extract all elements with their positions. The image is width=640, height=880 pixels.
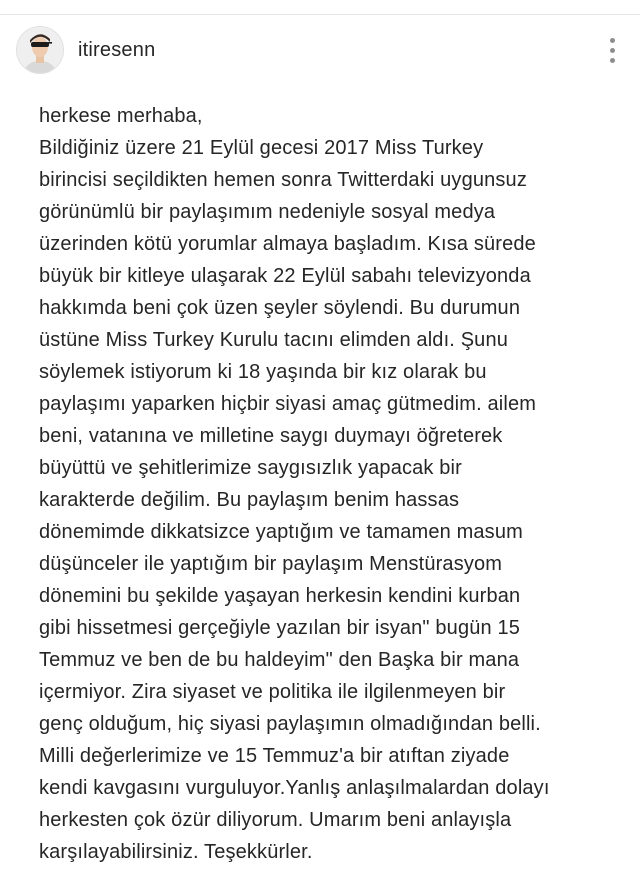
more-vertical-icon <box>610 58 615 63</box>
caption-line: herkesten çok özür diliyorum. Umarım beni anlayışla <box>39 809 512 831</box>
caption-line: beni, vatanına ve milletine saygı duymayı öğreterek <box>39 425 503 447</box>
caption-line: büyüttü ve şehitlerimize saygısızlık yapacak bir <box>39 457 462 479</box>
caption-line: dönemini bu şekilde yaşayan herkesin kendini kurban <box>39 585 521 607</box>
top-divider <box>0 14 640 15</box>
profile-photo-icon <box>17 27 63 73</box>
caption-line: paylaşımı yaparken hiçbir siyasi amaç gütmedim. ailem <box>39 393 537 415</box>
caption-line: herkese merhaba, <box>39 105 203 127</box>
caption-line: dönemimde dikkatsizce yaptığım ve tamamen masum <box>39 521 523 543</box>
caption-line: Temmuz ve ben de bu haldeyim" den Başka bir mana <box>39 649 520 671</box>
caption-line: karşılayabilirsiniz. Teşekkürler. <box>39 841 313 863</box>
caption-line: genç olduğum, hiç siyasi paylaşımın olmadığından belli. <box>39 713 541 735</box>
caption-line: üstüne Miss Turkey Kurulu tacını elimden aldı. Şunu <box>39 329 508 351</box>
post-header <box>16 24 624 76</box>
caption-line: gibi hissetmesi gerçeğiyle yazılan bir isyan" bugün 15 <box>39 617 521 639</box>
caption-line: hakkımda beni çok üzen şeyler söylendi. Bu durumun <box>39 297 521 319</box>
username[interactable]: itiresenn <box>78 38 156 61</box>
avatar[interactable] <box>16 26 64 74</box>
caption-line: üzerinden kötü yorumlar almaya başladım. Kısa sürede <box>39 233 536 255</box>
caption-line: karakterde değilim. Bu paylaşım benim hassas <box>39 489 460 511</box>
caption-line: Bildiğiniz üzere 21 Eylül gecesi 2017 Miss Turkey <box>39 137 484 159</box>
caption-line: düşünceler ile yaptığım bir paylaşım Menstürasyom <box>39 553 503 575</box>
caption-line: görünümlü bir paylaşımım nedeniyle sosyal medya <box>39 201 496 223</box>
more-vertical-icon <box>610 48 615 53</box>
caption-line: büyük bir kitleye ulaşarak 22 Eylül sabahı televizyonda <box>39 265 531 287</box>
caption-line: kendi kavgasını vurguluyor.Yanlış anlaşılmalardan dolayı <box>39 777 550 799</box>
post-caption <box>39 100 629 868</box>
caption-line: birincisi seçildikten hemen sonra Twitterdaki uygunsuz <box>39 169 527 191</box>
caption-line: Milli değerlerimize ve 15 Temmuz'a bir atıftan ziyade <box>39 745 510 767</box>
more-options-button[interactable] <box>600 32 624 68</box>
caption-line: içermiyor. Zira siyaset ve politika ile ilgilenmeyen bir <box>39 681 506 703</box>
more-vertical-icon <box>610 38 615 43</box>
caption-line: söylemek istiyorum ki 18 yaşında bir kız olarak bu <box>39 361 487 383</box>
